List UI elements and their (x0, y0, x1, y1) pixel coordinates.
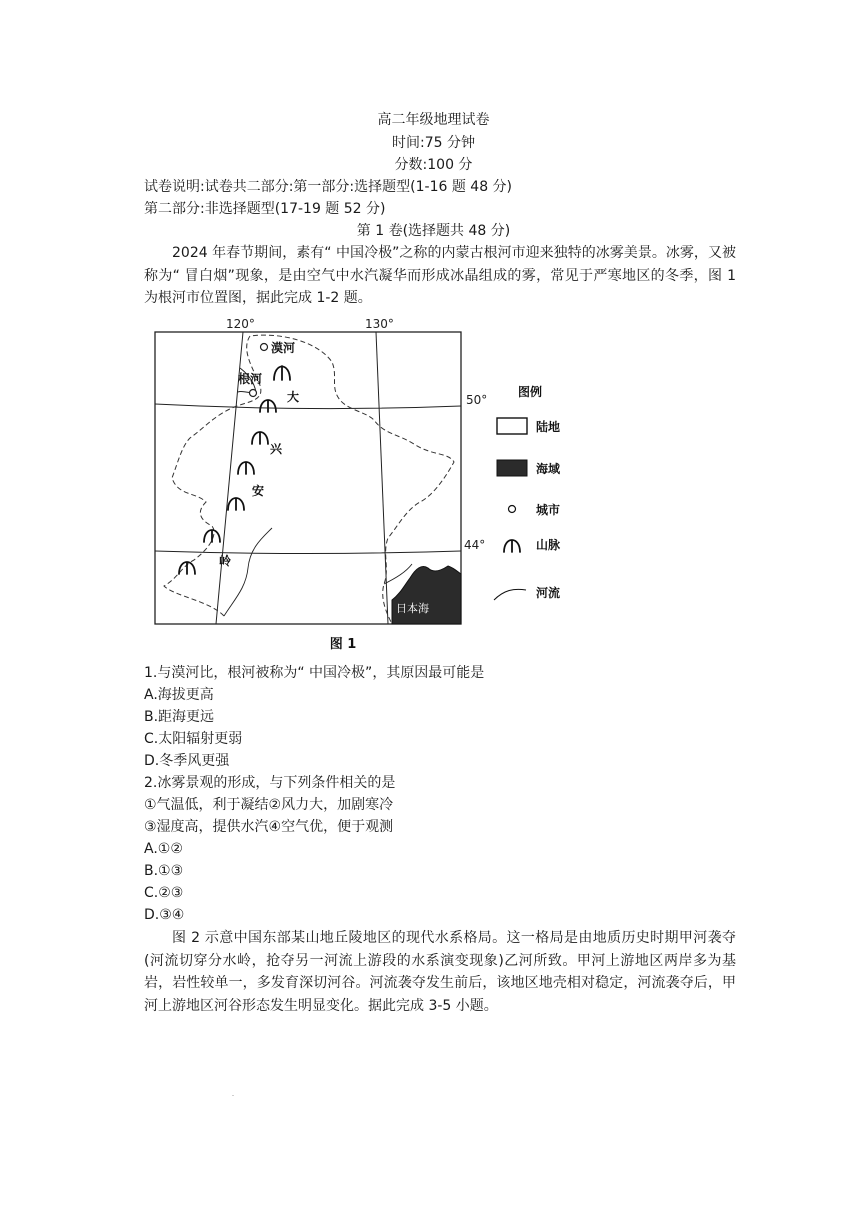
lat-50-label: 50° (466, 393, 488, 407)
q2-option-c: C.②③ (144, 885, 184, 901)
q2-option-b: B.①③ (144, 863, 184, 879)
legend-sea-label: 海域 (536, 462, 561, 476)
lon-120-label: 120° (226, 317, 255, 331)
legend-sea-swatch (497, 460, 527, 476)
city-mohe-label: 漠河 (271, 341, 296, 355)
q1-stem: 1.与漠河比，根河被称为“ 中国冷极”，其原因最可能是 (144, 665, 485, 681)
legend-land-swatch (497, 418, 527, 434)
sea-label: 日本海 (396, 602, 429, 615)
legend-land-label: 陆地 (536, 420, 561, 434)
section1-title: 第 1 卷(选择题共 48 分) (356, 223, 511, 239)
range-label-an: 安 (252, 484, 265, 498)
lat-44-label: 44° (464, 538, 486, 552)
q1-option-d: D.冬季风更强 (144, 753, 230, 769)
exam-note-line2: 第二部分:非选择题型(17-19 题 52 分) (144, 201, 386, 217)
exam-score: 分数:100 分 (394, 157, 473, 173)
legend-river-icon (494, 589, 526, 600)
q1-option-b: B.距海更远 (144, 709, 215, 725)
range-label-xing: 兴 (270, 442, 283, 456)
q1-option-a: A.海拔更高 (144, 687, 214, 703)
q1-option-c: C.太阳辐射更弱 (144, 731, 243, 747)
legend-title: 图例 (518, 385, 543, 399)
figure-caption: 图 1 (329, 637, 357, 652)
city-genhe-label: 根河 (238, 372, 263, 386)
legend-city-label: 城市 (536, 503, 561, 517)
legend-mountain-label: 山脉 (536, 538, 561, 552)
exam-title: 高二年级地理试卷 (377, 112, 490, 128)
location-map-figure (152, 316, 572, 652)
section1-intro: 2024 年春节期间，素有“ 中国冷极”之称的内蒙古根河市迎来独特的冰雾美景。冰雾，又被称为“ 冒白烟”现象，是由空气中水汽凝华而形成冰晶组成的雾，常见于严寒地区的冬季，图 1 为根河市位置图，据此完成 1-2 题。 (144, 245, 736, 306)
q2-conditions-1: ①气温低，利于凝结②风力大，加剧寒冷 (144, 797, 394, 813)
city-genhe-marker (250, 390, 257, 397)
q2-option-d: D.③④ (144, 907, 185, 923)
exam-note-line1: 试卷说明:试卷共二部分:第一部分:选择题型(1-16 题 48 分) (144, 179, 513, 195)
q2-conditions-2: ③湿度高，提供水汽④空气优，便于观测 (144, 819, 394, 835)
legend-river-label: 河流 (536, 586, 561, 600)
lon-130-label: 130° (365, 317, 394, 331)
range-label-ling: 岭 (219, 554, 232, 568)
legend-mountain-icon (504, 540, 520, 552)
section2-intro: 图 2 示意中国东部某山地丘陵地区的现代水系格局。这一格局是由地质历史时期甲河袭夺(河流切穿分水岭，抢夺另一河流上游段的水系演变现象)乙河所致。甲河上游地区两岸多为基岩，岩性较单一，多发育深切河谷。河流袭夺发生前后，该地区地壳相对稳定，河流袭夺后，甲河上游地区河谷形态发生明显变化。据此完成 3-5 小题。 (144, 930, 736, 1014)
scan-speck (232, 1095, 234, 1096)
city-mohe-marker (261, 344, 268, 351)
legend-city-icon (509, 506, 516, 513)
range-label-da: 大 (287, 390, 300, 404)
exam-time: 时间:75 分钟 (392, 135, 475, 151)
q2-stem: 2.冰雾景观的形成，与下列条件相关的是 (144, 775, 396, 791)
q2-option-a: A.①② (144, 841, 183, 857)
